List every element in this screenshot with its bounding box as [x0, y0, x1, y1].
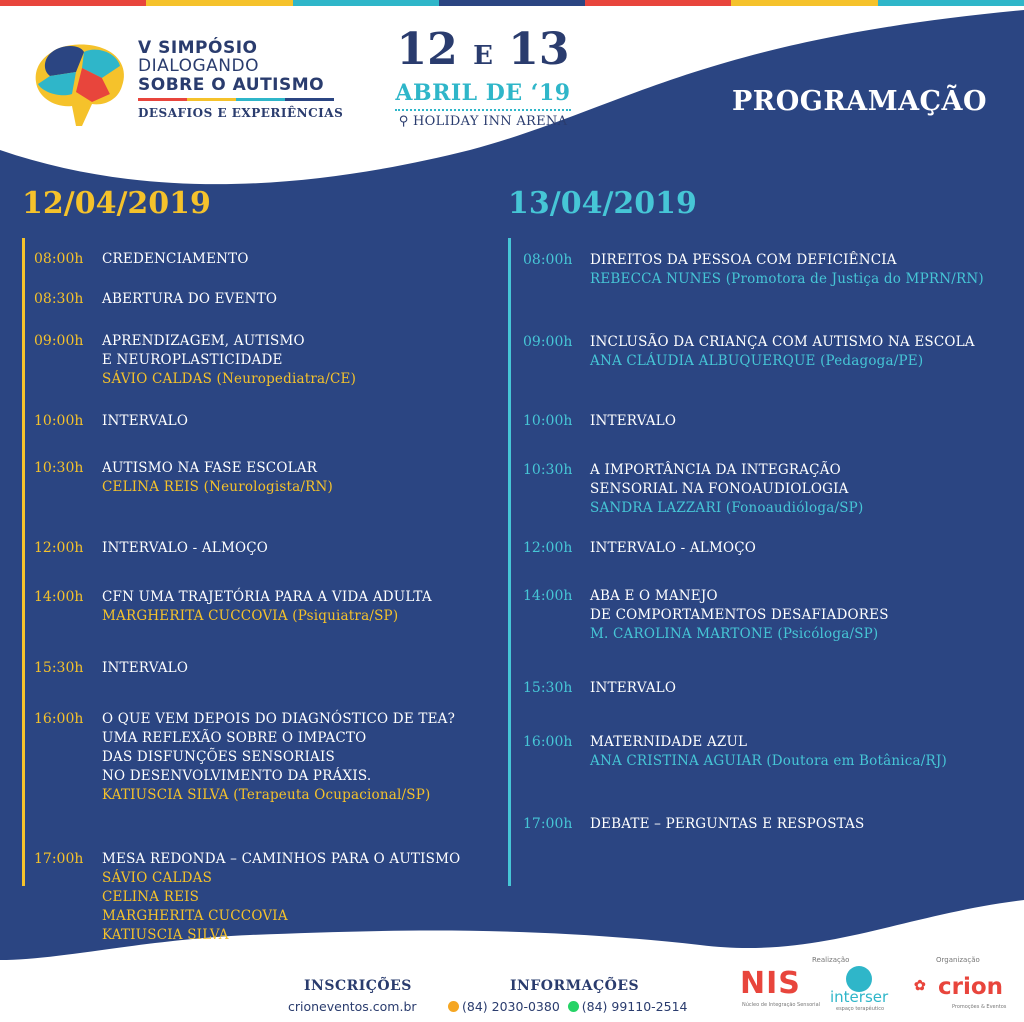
session-time: 10:30h — [34, 460, 84, 476]
session-speaker: CELINA REIS — [102, 889, 200, 905]
informacoes-label: INFORMAÇÕES — [510, 978, 640, 994]
session-details — [590, 333, 975, 371]
session-speaker: KATIUSCIA SILVA — [102, 927, 229, 943]
session-details — [102, 332, 356, 389]
day2-timeline — [508, 238, 511, 886]
session-time: 08:00h — [523, 252, 573, 268]
session-details — [590, 815, 865, 834]
session-speaker: SÁVIO CALDAS — [102, 870, 213, 886]
session-time: 17:00h — [523, 816, 573, 832]
session-title: CREDENCIAMENTO — [102, 251, 249, 267]
session-details — [590, 251, 984, 289]
session-details — [590, 733, 947, 771]
session-time: 14:00h — [34, 589, 84, 605]
day1-timeline — [22, 238, 25, 886]
session-time: 12:00h — [34, 540, 84, 556]
event-month: ABRIL DE ‘19 — [395, 80, 571, 106]
session-details — [102, 850, 460, 945]
logo-title-2: DIALOGANDO — [138, 56, 259, 76]
whatsapp-icon — [568, 1001, 579, 1012]
session-title: DAS DISFUNÇÕES SENSORIAIS — [102, 749, 335, 765]
event-days: 12 E 13 — [396, 24, 570, 75]
session-time: 15:30h — [34, 660, 84, 676]
session-time: 10:00h — [523, 413, 573, 429]
session-details — [102, 539, 268, 558]
session-time: 09:00h — [523, 334, 573, 350]
session-speaker: ANA CLÁUDIA ALBUQUERQUE (Pedagoga/PE) — [590, 353, 924, 369]
session-title: AUTISMO NA FASE ESCOLAR — [102, 460, 318, 476]
session-title: ABA E O MANEJO — [590, 588, 718, 604]
session-details — [102, 710, 455, 805]
phone-numbers: (84) 2030-0380 (84) 99110-2514 — [448, 999, 688, 1014]
logo-subtitle: DESAFIOS E EXPERIÊNCIAS — [138, 106, 344, 120]
session-speaker: MARGHERITA CUCCOVIA (Psiquiatra/SP) — [102, 608, 399, 624]
location-pin-icon: ⚲ — [398, 114, 409, 129]
interser-logo: interser — [830, 988, 889, 1006]
logo-title-1: V SIMPÓSIO — [138, 38, 258, 58]
session-title: DE COMPORTAMENTOS DESAFIADORES — [590, 607, 889, 623]
session-title: DEBATE – PERGUNTAS E RESPOSTAS — [590, 816, 865, 832]
session-title: UMA REFLEXÃO SOBRE O IMPACTO — [102, 730, 367, 746]
day2-heading: 13/04/2019 — [508, 186, 697, 221]
inscricoes-link[interactable]: crioneventos.com.br — [288, 999, 417, 1014]
session-title: INTERVALO - ALMOÇO — [102, 540, 269, 556]
session-title: A IMPORTÂNCIA DA INTEGRAÇÃO — [590, 462, 841, 478]
session-title: INTERVALO — [590, 413, 677, 429]
session-time: 09:00h — [34, 333, 84, 349]
session-title: MATERNIDADE AZUL — [590, 734, 748, 750]
session-speaker: MARGHERITA CUCCOVIA — [102, 908, 288, 924]
session-details — [590, 587, 889, 644]
session-title: APRENDIZAGEM, AUTISMO — [102, 333, 305, 349]
session-time: 16:00h — [34, 711, 84, 727]
session-title: SENSORIAL NA FONOAUDIOLOGIA — [590, 481, 849, 497]
session-title: CFN UMA TRAJETÓRIA PARA A VIDA ADULTA — [102, 589, 432, 605]
interser-subtitle: espaço terapêutico — [836, 1006, 885, 1012]
page-title: PROGRAMAÇÃO — [732, 86, 987, 117]
crion-logo-icon: ✿ — [914, 978, 926, 994]
session-time: 08:00h — [34, 251, 84, 267]
session-title: O QUE VEM DEPOIS DO DIAGNÓSTICO DE TEA? — [102, 711, 456, 727]
session-details — [590, 539, 756, 558]
session-time: 16:00h — [523, 734, 573, 750]
logo-divider — [138, 98, 334, 101]
session-details — [590, 679, 676, 698]
session-details — [102, 250, 249, 269]
session-title: INTERVALO — [102, 413, 189, 429]
session-details — [590, 461, 863, 518]
phone-icon — [448, 1001, 459, 1012]
session-speaker: CELINA REIS (Neurologista/RN) — [102, 479, 333, 495]
event-date — [388, 26, 578, 136]
session-details — [102, 659, 188, 678]
session-time: 08:30h — [34, 291, 84, 307]
session-title: DIREITOS DA PESSOA COM DEFICIÊNCIA — [590, 252, 897, 268]
session-details — [590, 412, 676, 431]
session-title: INCLUSÃO DA CRIANÇA COM AUTISMO NA ESCOLA — [590, 334, 975, 350]
session-details — [102, 459, 333, 497]
session-time: 10:00h — [34, 413, 84, 429]
session-speaker: SÁVIO CALDAS (Neuropediatra/CE) — [102, 371, 357, 387]
session-time: 15:30h — [523, 680, 573, 696]
organizacao-label: Organização — [936, 956, 980, 964]
session-title: E NEUROPLASTICIDADE — [102, 352, 283, 368]
session-title: INTERVALO — [590, 680, 677, 696]
crion-logo: crion — [938, 974, 1004, 1000]
session-time: 12:00h — [523, 540, 573, 556]
session-title: INTERVALO — [102, 660, 189, 676]
brain-logo-icon — [32, 42, 128, 128]
nis-logo: NIS — [740, 966, 801, 1001]
nis-subtitle: Núcleo de Integração Sensorial — [742, 1002, 821, 1008]
event-venue: ⚲ HOLIDAY INN ARENA — [398, 114, 568, 129]
session-title: NO DESENVOLVIMENTO DA PRÁXIS. — [102, 768, 372, 784]
session-details — [102, 290, 277, 309]
session-time: 17:00h — [34, 851, 84, 867]
session-time: 14:00h — [523, 588, 573, 604]
session-title: ABERTURA DO EVENTO — [102, 291, 278, 307]
session-details — [102, 412, 188, 431]
session-speaker: REBECCA NUNES (Promotora de Justiça do MPRN/RN) — [590, 271, 984, 287]
event-logo — [32, 38, 352, 138]
dotted-divider — [395, 109, 571, 111]
session-speaker: M. CAROLINA MARTONE (Psicóloga/SP) — [590, 626, 879, 642]
session-time: 10:30h — [523, 462, 573, 478]
session-details — [102, 588, 432, 626]
crion-subtitle: Promoções & Eventos — [952, 1004, 1007, 1010]
realizacao-label: Realização — [812, 956, 850, 964]
inscricoes-label: INSCRIÇÕES — [304, 978, 412, 994]
session-speaker: ANA CRISTINA AGUIAR (Doutora em Botânica/RJ) — [590, 753, 947, 769]
session-speaker: KATIUSCIA SILVA (Terapeuta Ocupacional/SP) — [102, 787, 431, 803]
day1-heading: 12/04/2019 — [22, 186, 211, 221]
session-speaker: SANDRA LAZZARI (Fonoaudióloga/SP) — [590, 500, 864, 516]
session-title: MESA REDONDA – CAMINHOS PARA O AUTISMO — [102, 851, 461, 867]
logo-title-3: SOBRE O AUTISMO — [138, 75, 325, 95]
session-title: INTERVALO - ALMOÇO — [590, 540, 757, 556]
